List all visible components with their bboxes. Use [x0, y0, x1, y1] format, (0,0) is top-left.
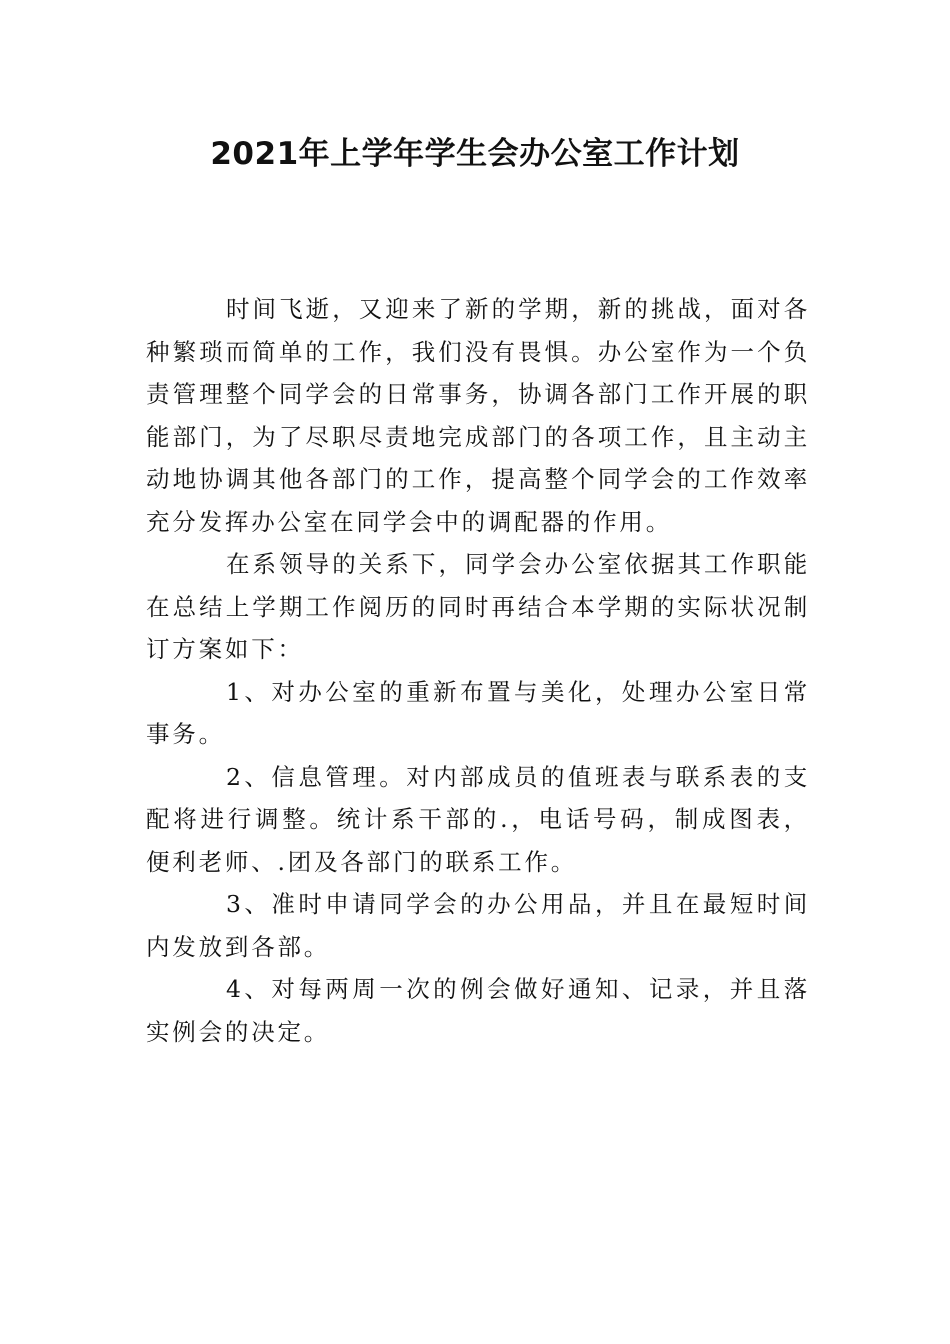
paragraph-item-4: 4、对每两周一次的例会做好通知、记录，并且落实例会的决定。	[146, 975, 810, 1046]
paragraph-item-3: 3、准时申请同学会的办公用品，并且在最短时间内发放到各部。	[146, 890, 810, 961]
paragraph-intro: 时间飞逝，又迎来了新的学期，新的挑战，面对各种繁琐而简单的工作，我们没有畏惧。办公室作为一个负责管理整个同学会的日常事务，协调各部门工作开展的职能部门，为了尽职尽责地完成部门的各项工作，且主动主动地协调其他各部门的工作，提高整个同学会的工作效率充分发挥办公室在同学会中的调配器的作用。	[146, 295, 810, 536]
paragraph-item-1: 1、对办公室的重新布置与美化，处理办公室日常事务。	[146, 677, 810, 748]
document-title: 2021年上学年学生会办公室工作计划	[210, 136, 740, 172]
paragraph-item-2: 2、信息管理。对内部成员的值班表与联系表的支配将进行调整。统计系干部的.，电话号码，制成图表， 便利老师、.团及各部门的联系工作。	[146, 762, 810, 876]
document-body	[146, 288, 810, 1053]
paragraph-plan-intro: 在系领导的关系下，同学会办公室依据其工作职能在总结上学期工作阅历的同时再结合本学期的实际状况制订方案如下：	[146, 550, 810, 663]
